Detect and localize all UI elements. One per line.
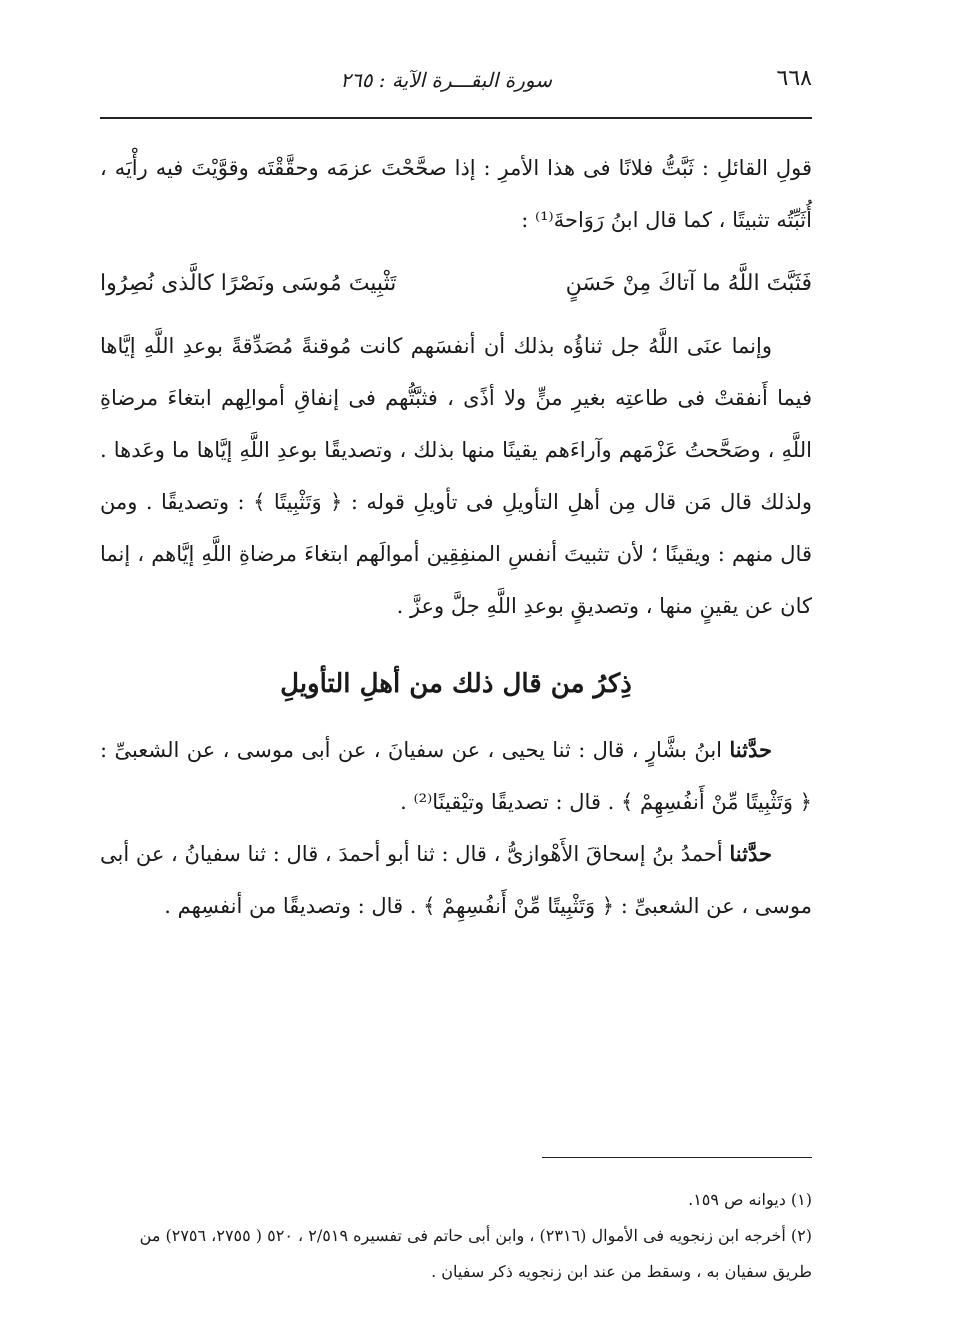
- running-head: سورة البقـــرة الآية : ٢٦٥: [340, 68, 552, 92]
- page-number: ٦٦٨: [776, 66, 812, 91]
- verse-first-hemistich: فَثَبَّتَ اللَّهُ ما آتاكَ مِنْ حَسَنٍ: [565, 271, 812, 296]
- poetry-verse: [100, 246, 812, 320]
- hadith-1-text: ابنُ بشَّارٍ ، قال : ثنا يحيى ، عن سفيانَ ، عن أبى موسى ، عن الشعبىِّ : ﴿ وَتَثْبِيتًا مِّنْ أَنفُسِهِمْ ﴾ . قال : تصديقًا وتيْقينًا⁽²⁾ .: [100, 738, 812, 814]
- hadith-1: [100, 724, 812, 828]
- page-body: [100, 142, 812, 932]
- footnote-1: (١) ديوانه ص ١٥٩.: [688, 1190, 812, 1209]
- page-header: [100, 62, 812, 102]
- hadith-2-narrator: حدَّثنا: [729, 841, 772, 866]
- footnotes: [100, 1182, 812, 1290]
- paragraph-1: قولِ القائلِ : ثَبَّتُّ فلانًا فى هذا الأمرِ : إذا صحَّحْتَ عزمَه وحقَّقْتَه وقوَّيْتَ فيه رأْيَه ، أُثَبِّتُه تثبيتًا ، كما قال ابنُ رَوَاحةَ⁽¹⁾ :: [100, 156, 812, 232]
- section-heading: ذِكرُ من قال ذلك من أهلِ التأويلِ: [280, 669, 632, 699]
- hadith-2-text: أحمدُ بنُ إسحاقَ الأَهْوازىُّ ، قال : ثنا أبو أحمدَ ، قال : ثنا سفيانُ ، عن أبى موسى ، عن الشعبىِّ : ﴿ وَتَثْبِيتًا مِّنْ أَنفُسِهِمْ ﴾ . قال : وتصديقًا من أنفسِهم .: [99, 842, 812, 918]
- hadith-2: [100, 828, 812, 932]
- paragraph-2: وإنما عنَى اللَّهُ جل ثناؤُه بذلك أن أنفسَهم كانت مُوقنةً مُصَدِّقةً بوعدِ اللَّهِ إيَّاها فيما أَنفقتْ فى طاعتِه بغيرِ منٍّ ولا أذًى ، فثبَّتُّهم فى إنفاقِ أموالِهم ابتغاءَ مرضاةِ اللَّهِ ، وصَحَّحتُ عَزْمَهم وآراءَهم يقينًا منها بذلك ، وتصديقًا بوعدِ اللَّهِ إيَّاها ما وعَدها . ولذلك قال مَن قال مِن أهلِ التأويلِ فى تأويلِ قوله : ﴿ وَتَثْبِيتًا ﴾ : وتصديقًا . ومن قال منهم : ويقينًا ؛ لأن تثبيتَ أنفسِ المنفِقِين أموالَهم ابتغاءَ مرضاةِ اللَّهِ إيَّاهم ، إنما كان عن يقينٍ منها ، وتصديقٍ بوعدِ اللَّهِ جلَّ وعزَّ .: [100, 334, 813, 618]
- footnote-rule: [542, 1157, 812, 1158]
- verse-second-hemistich: تَثْبِيتَ مُوسَى ونَصْرًا كالَّذى نُصِرُوا: [100, 271, 397, 296]
- header-rule: [100, 117, 812, 119]
- footnote-2: (٢) أخرجه ابن زنجويه فى الأموال (٢٣١٦) ، وابن أبى حاتم فى تفسيره ٢/٥١٩ ، ٥٢٠ ( ٢٧٥٥، ٢٧٥٦) من طريق سفيان به ، وسقط من عند ابن زنجويه ذكر سفيان .: [139, 1226, 812, 1281]
- hadith-1-narrator: حدَّثنا: [729, 737, 772, 762]
